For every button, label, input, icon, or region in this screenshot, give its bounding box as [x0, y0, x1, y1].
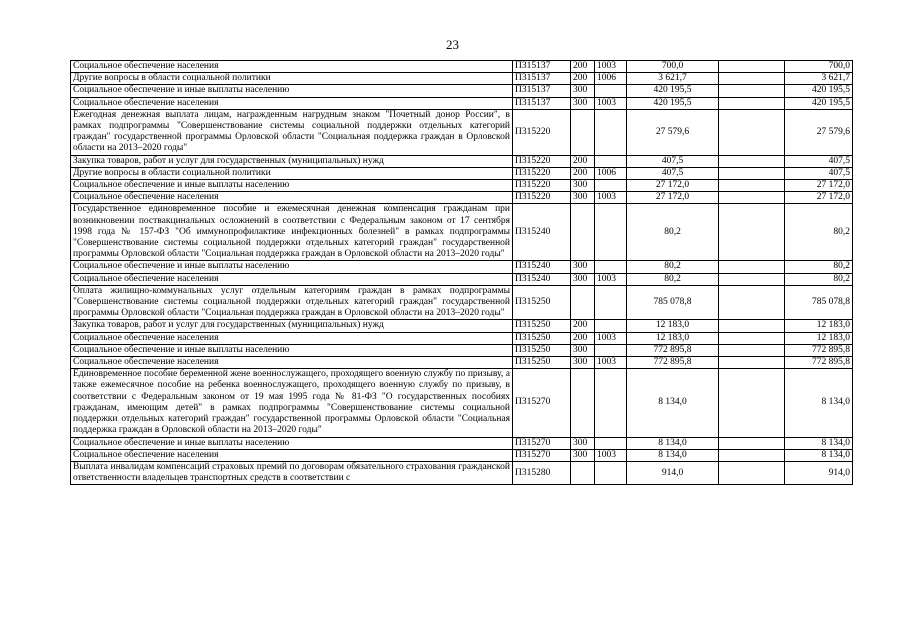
row-section: 1003: [595, 97, 627, 109]
table-row: [71, 167, 853, 179]
table-row: [71, 109, 853, 155]
row-total: 27 172,0: [785, 192, 853, 204]
row-code: П315250: [513, 332, 571, 344]
row-total: 420 195,5: [785, 97, 853, 109]
table-row: [71, 461, 853, 484]
row-group: 300: [571, 449, 595, 461]
row-extra: [719, 204, 785, 261]
row-group: 300: [571, 357, 595, 369]
row-total: 80,2: [785, 261, 853, 273]
row-group: 200: [571, 167, 595, 179]
row-extra: [719, 261, 785, 273]
table-row: [71, 85, 853, 97]
row-value: 772 895,8: [627, 344, 719, 356]
row-section: 1003: [595, 273, 627, 285]
row-extra: [719, 344, 785, 356]
row-extra: [719, 332, 785, 344]
page-number: 23: [446, 37, 459, 52]
row-section: [595, 320, 627, 332]
row-section: [595, 369, 627, 437]
row-group: 300: [571, 97, 595, 109]
row-section: 1003: [595, 61, 627, 73]
row-section: 1006: [595, 73, 627, 85]
row-extra: [719, 73, 785, 85]
row-group: [571, 461, 595, 484]
row-code: П315270: [513, 437, 571, 449]
row-code: П315280: [513, 461, 571, 484]
table-row: [71, 320, 853, 332]
table-row: [71, 73, 853, 85]
row-name: Другие вопросы в области социальной политики: [71, 73, 513, 85]
table-row: [71, 357, 853, 369]
table-row: [71, 261, 853, 273]
row-name: Закупка товаров, работ и услуг для государственных (муниципальных) нужд: [71, 320, 513, 332]
row-extra: [719, 192, 785, 204]
row-extra: [719, 180, 785, 192]
row-section: [595, 285, 627, 320]
row-code: П315270: [513, 449, 571, 461]
row-total: 785 078,8: [785, 285, 853, 320]
row-total: 420 195,5: [785, 85, 853, 97]
row-name: Единовременное пособие беременной жене военнослужащего, проходящего военную службу по призыву, а также ежемесячное пособие на ребенка военнослужащего, проходящего военную службу по призыву, в соответствии с Федеральным законом от 19 мая 1995 года № 81-ФЗ "О государственных пособиях гражданам, имеющим детей" в рамках подпрограммы "Совершенствование системы социальной поддержки отдельных категорий граждан" государственной программы Орловской области "Социальная поддержка граждан в Орловской области на 2013–2020 годы": [71, 369, 513, 437]
row-extra: [719, 167, 785, 179]
row-name: Социальное обеспечение населения: [71, 357, 513, 369]
table-row: [71, 97, 853, 109]
row-total: 914,0: [785, 461, 853, 484]
row-total: 3 621,7: [785, 73, 853, 85]
row-name: Социальное обеспечение и иные выплаты населению: [71, 261, 513, 273]
table-row: [71, 180, 853, 192]
table-row: [71, 155, 853, 167]
row-code: П315137: [513, 73, 571, 85]
row-total: 80,2: [785, 204, 853, 261]
row-value: 8 134,0: [627, 437, 719, 449]
row-name: Социальное обеспечение населения: [71, 273, 513, 285]
row-total: 27 172,0: [785, 180, 853, 192]
row-extra: [719, 437, 785, 449]
row-value: 8 134,0: [627, 369, 719, 437]
row-code: П315220: [513, 109, 571, 155]
table-row: [71, 369, 853, 437]
row-value: 27 579,6: [627, 109, 719, 155]
row-name: Социальное обеспечение населения: [71, 449, 513, 461]
row-value: 785 078,8: [627, 285, 719, 320]
table-body: [71, 61, 853, 485]
row-extra: [719, 273, 785, 285]
table-row: [71, 285, 853, 320]
row-section: 1003: [595, 192, 627, 204]
table-row: [71, 332, 853, 344]
row-value: 12 183,0: [627, 332, 719, 344]
row-group: 300: [571, 437, 595, 449]
row-group: [571, 369, 595, 437]
row-name: Социальное обеспечение населения: [71, 97, 513, 109]
row-value: 420 195,5: [627, 85, 719, 97]
row-extra: [719, 357, 785, 369]
row-section: [595, 437, 627, 449]
row-total: 407,5: [785, 167, 853, 179]
row-group: 300: [571, 261, 595, 273]
row-section: 1003: [595, 449, 627, 461]
table-row: [71, 204, 853, 261]
row-value: 700,0: [627, 61, 719, 73]
row-total: 12 183,0: [785, 332, 853, 344]
row-section: 1006: [595, 167, 627, 179]
row-code: П315250: [513, 344, 571, 356]
row-section: 1003: [595, 357, 627, 369]
row-extra: [719, 320, 785, 332]
row-total: 772 895,8: [785, 357, 853, 369]
row-code: П315137: [513, 97, 571, 109]
row-extra: [719, 285, 785, 320]
row-total: 8 134,0: [785, 369, 853, 437]
row-group: [571, 204, 595, 261]
row-extra: [719, 449, 785, 461]
row-code: П315250: [513, 357, 571, 369]
row-name: Социальное обеспечение населения: [71, 332, 513, 344]
row-value: 80,2: [627, 273, 719, 285]
row-code: П315220: [513, 192, 571, 204]
row-name: Выплата инвалидам компенсаций страховых премий по договорам обязательного страхования гражданской ответственности владельцев транспортных средств в соответствии с: [71, 461, 513, 484]
row-value: 27 172,0: [627, 192, 719, 204]
row-section: [595, 344, 627, 356]
row-section: [595, 109, 627, 155]
row-group: 200: [571, 155, 595, 167]
row-value: 407,5: [627, 167, 719, 179]
row-code: П315220: [513, 167, 571, 179]
row-group: 200: [571, 61, 595, 73]
row-name: Социальное обеспечение и иные выплаты населению: [71, 437, 513, 449]
table-row: [71, 344, 853, 356]
row-code: П315240: [513, 273, 571, 285]
row-section: [595, 461, 627, 484]
table-row: [71, 61, 853, 73]
row-value: 407,5: [627, 155, 719, 167]
row-code: П315220: [513, 180, 571, 192]
row-group: 300: [571, 180, 595, 192]
row-extra: [719, 155, 785, 167]
row-extra: [719, 85, 785, 97]
row-name: Социальное обеспечение населения: [71, 61, 513, 73]
row-name: Социальное обеспечение и иные выплаты населению: [71, 180, 513, 192]
row-group: 300: [571, 192, 595, 204]
row-code: П315250: [513, 320, 571, 332]
row-name: Другие вопросы в области социальной политики: [71, 167, 513, 179]
row-name: Государственное единовременное пособие и ежемесячная денежная компенсация гражданам при возникновении поствакцинальных осложнений в соответствии с Федеральным законом от 17 сентября 1998 года № 157-ФЗ "Об иммунопрофилактике инфекционных болезней" в рамках подпрограммы "Совершенствование системы социальной поддержки отдельных категорий граждан" государственной программы Орловской области "Социальная поддержка граждан в Орловской области на 2013–2020 годы": [71, 204, 513, 261]
row-section: [595, 261, 627, 273]
row-group: [571, 285, 595, 320]
row-code: П315240: [513, 261, 571, 273]
row-value: 80,2: [627, 261, 719, 273]
row-group: 200: [571, 332, 595, 344]
row-section: [595, 204, 627, 261]
row-value: 3 621,7: [627, 73, 719, 85]
row-total: 12 183,0: [785, 320, 853, 332]
row-total: 700,0: [785, 61, 853, 73]
row-name: Социальное обеспечение и иные выплаты населению: [71, 344, 513, 356]
row-section: 1003: [595, 332, 627, 344]
row-code: П315137: [513, 85, 571, 97]
row-total: 772 895,8: [785, 344, 853, 356]
row-value: 8 134,0: [627, 449, 719, 461]
row-name: Закупка товаров, работ и услуг для государственных (муниципальных) нужд: [71, 155, 513, 167]
row-code: П315250: [513, 285, 571, 320]
row-extra: [719, 97, 785, 109]
row-group: 300: [571, 344, 595, 356]
row-group: 300: [571, 85, 595, 97]
row-extra: [719, 109, 785, 155]
table-row: [71, 449, 853, 461]
row-name: Социальное обеспечение и иные выплаты населению: [71, 85, 513, 97]
row-extra: [719, 369, 785, 437]
row-extra: [719, 461, 785, 484]
table-row: [71, 273, 853, 285]
table-row: [71, 437, 853, 449]
row-code: П315137: [513, 61, 571, 73]
row-code: П315220: [513, 155, 571, 167]
row-total: 8 134,0: [785, 437, 853, 449]
row-group: 300: [571, 273, 595, 285]
row-total: 8 134,0: [785, 449, 853, 461]
row-group: 200: [571, 73, 595, 85]
row-total: 27 579,6: [785, 109, 853, 155]
row-group: 200: [571, 320, 595, 332]
row-value: 772 895,8: [627, 357, 719, 369]
row-value: 27 172,0: [627, 180, 719, 192]
row-group: [571, 109, 595, 155]
row-code: П315270: [513, 369, 571, 437]
table-row: [71, 192, 853, 204]
row-value: 914,0: [627, 461, 719, 484]
row-value: 420 195,5: [627, 97, 719, 109]
row-name: Социальное обеспечение населения: [71, 192, 513, 204]
row-total: 80,2: [785, 273, 853, 285]
budget-table: [70, 60, 853, 485]
row-value: 80,2: [627, 204, 719, 261]
row-extra: [719, 61, 785, 73]
row-section: [595, 155, 627, 167]
row-section: [595, 180, 627, 192]
row-section: [595, 85, 627, 97]
row-name: Ежегодная денежная выплата лицам, награжденным нагрудным знаком "Почетный донор России", в рамках подпрограммы "Совершенствование системы социальной поддержки отдельных категорий граждан" государственной программы Орловской области "Социальная поддержка граждан в Орловской области на 2013–2020 годы": [71, 109, 513, 155]
row-value: 12 183,0: [627, 320, 719, 332]
row-total: 407,5: [785, 155, 853, 167]
row-code: П315240: [513, 204, 571, 261]
row-name: Оплата жилищно-коммунальных услуг отдельным категориям граждан в рамках подпрограммы "Совершенствование системы социальной поддержки отдельных категорий граждан" государственной программы Орловской области "Социальная поддержка граждан в Орловской области на 2013–2020 годы": [71, 285, 513, 320]
